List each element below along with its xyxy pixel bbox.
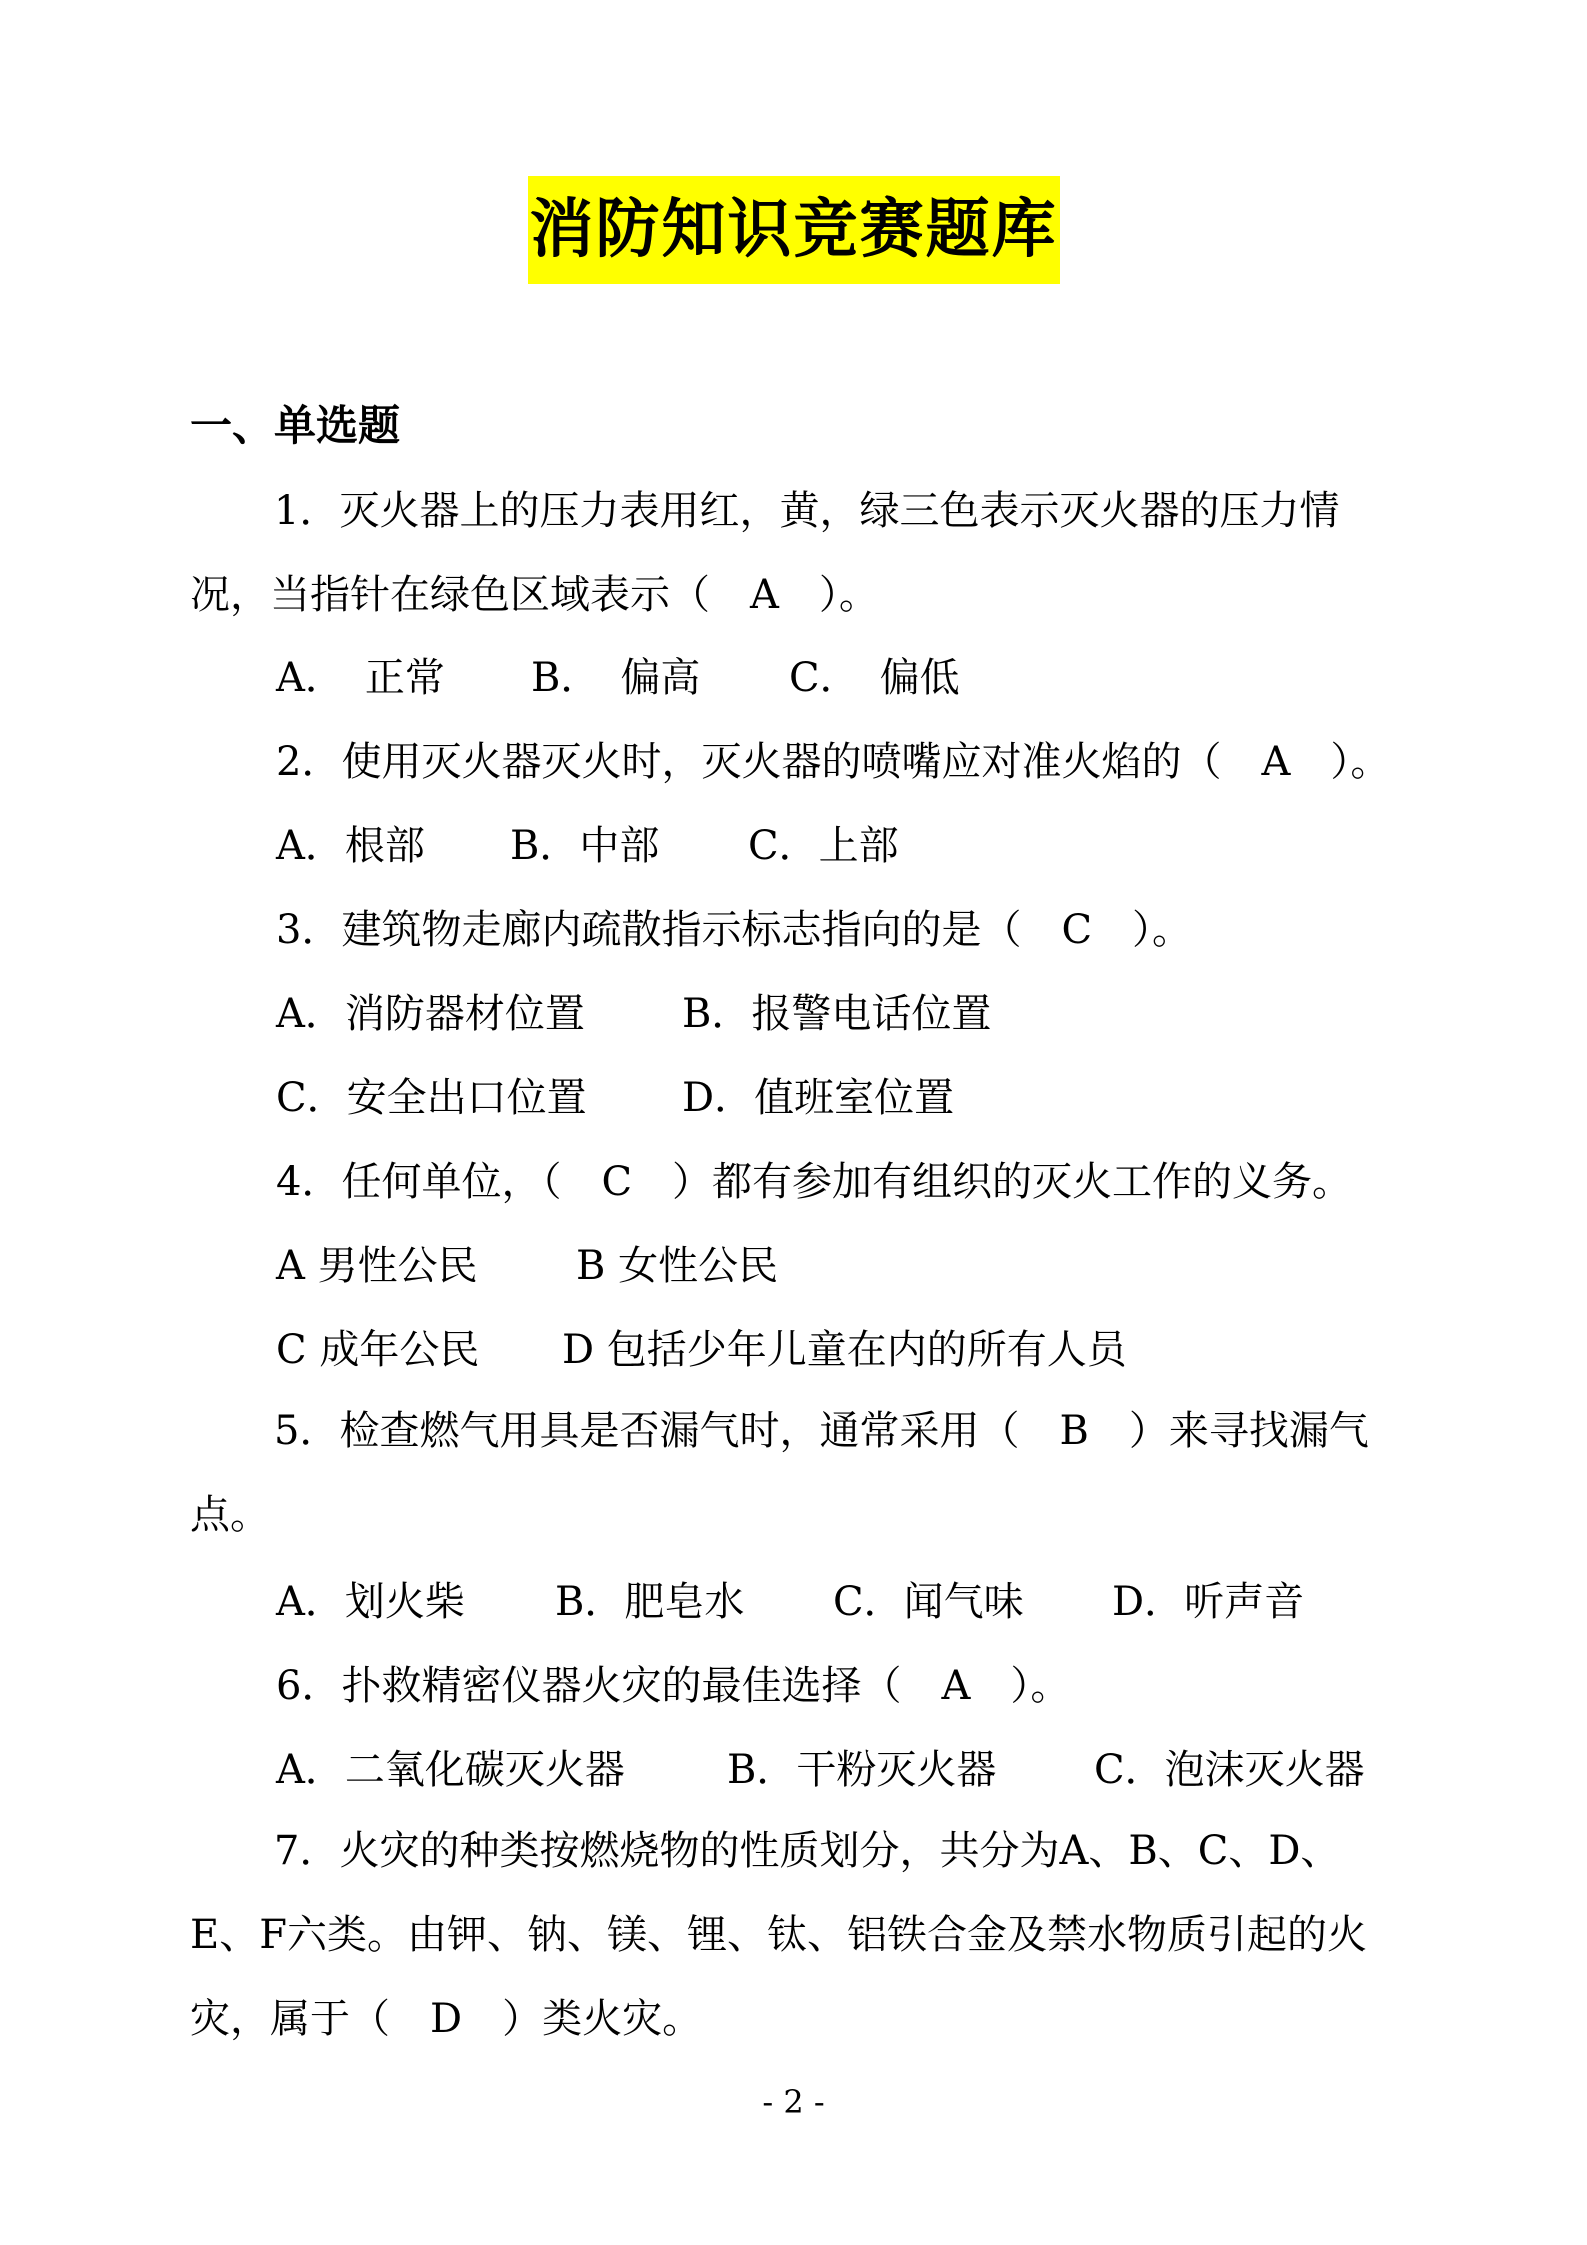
q3-option-a: A．消防器材位置 <box>276 991 585 1037</box>
question-6: 6．扑救精密仪器火灾的最佳选择（ A ）。 <box>276 1663 1071 1709</box>
question-1: 1．灭火器上的压力表用红，黄，绿三色表示灭火器的压力情况，当指针在绿色区域表示（ A ）。 <box>190 488 1340 618</box>
question-3: 3．建筑物走廊内疏散指示标志指向的是（ C ）。 <box>276 907 1193 953</box>
q6-option-c: C．泡沫灭火器 <box>1094 1747 1365 1793</box>
q4-option-b: B 女性公民 <box>576 1243 779 1289</box>
q2-option-b: B．中部 <box>510 823 660 869</box>
q3-option-b: B．报警电话位置 <box>682 991 992 1037</box>
q4-option-a: A 男性公民 <box>276 1243 478 1289</box>
page-number: - 2 - <box>762 2083 825 2121</box>
q5-option-c: C．闻气味 <box>833 1579 1024 1625</box>
title-container <box>0 176 1587 284</box>
page-title: 消防知识竞赛题库 <box>528 176 1060 284</box>
q2-option-c: C．上部 <box>748 823 899 869</box>
q5-option-a: A．划火柴 <box>276 1579 465 1625</box>
q5-option-b: B．肥皂水 <box>555 1579 745 1625</box>
q1-option-c: C． 偏低 <box>789 655 960 701</box>
q3-option-d: D．值班室位置 <box>682 1075 955 1121</box>
question-2: 2．使用灭火器灭火时，灭火器的喷嘴应对准火焰的（ A ）。 <box>276 739 1391 785</box>
question-5: 5．检查燃气用具是否漏气时，通常采用（ B ）来寻找漏气点。 <box>190 1408 1369 1538</box>
q4-option-d: D 包括少年儿童在内的所有人员 <box>562 1327 1127 1373</box>
q4-option-c: C 成年公民 <box>276 1327 480 1373</box>
q5-option-d: D．听声音 <box>1112 1579 1305 1625</box>
question-4: 4．任何单位，（ C ）都有参加有组织的灭火工作的义务。 <box>276 1159 1353 1205</box>
q6-option-a: A．二氧化碳灭火器 <box>276 1747 625 1793</box>
q2-option-a: A．根部 <box>276 823 425 869</box>
section-heading: 一、单选题 <box>190 401 401 450</box>
question-7: 7．火灾的种类按燃烧物的性质划分，共分为A、B、C、D、E、F六类。由钾、钠、镁、锂、钛、铝铁合金及禁水物质引起的火灾，属于（ D ）类火灾。 <box>190 1828 1367 2042</box>
q1-option-a: A． 正常 <box>276 655 445 701</box>
q3-option-c: C．安全出口位置 <box>276 1075 587 1121</box>
q6-option-b: B．干粉灭火器 <box>727 1747 997 1793</box>
q1-option-b: B． 偏高 <box>531 655 701 701</box>
